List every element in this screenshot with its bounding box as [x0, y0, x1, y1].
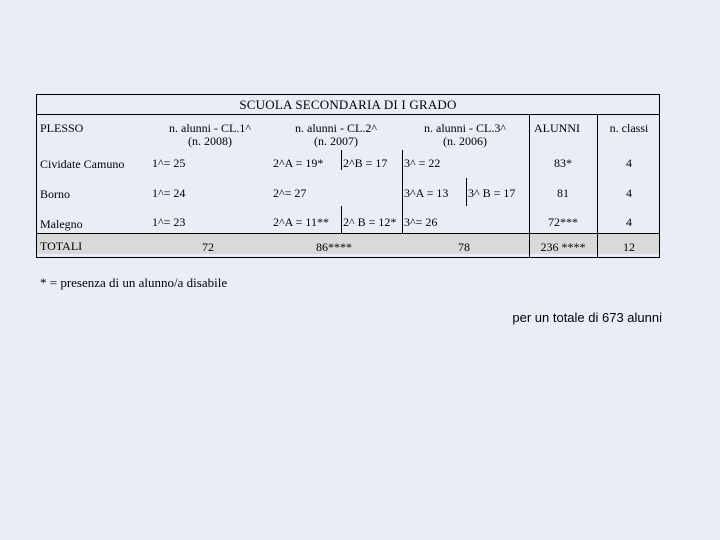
header-cl2 — [272, 122, 400, 148]
row-plesso: Cividate Camuno — [40, 157, 125, 171]
row-plesso: Borno — [40, 187, 70, 201]
row-plesso: Malegno — [40, 217, 83, 231]
row-classi: 4 — [626, 156, 632, 170]
totals-cl2: 86**** — [316, 240, 352, 254]
header-cl2-label: n. alunni - CL.2^ — [295, 121, 377, 135]
school-table — [36, 94, 660, 258]
row-cl2a: 2^A = 19* — [273, 156, 324, 170]
header-cl3 — [402, 122, 528, 148]
totals-classi: 12 — [623, 240, 635, 254]
table-title: SCUOLA SECONDARIA DI I GRADO — [239, 97, 457, 112]
header-alunni: ALUNNI — [534, 121, 580, 135]
total-students-summary: per un totale di 673 alunni — [512, 310, 662, 325]
row-cl3a: 3^A = 13 — [404, 186, 449, 200]
row-cl1: 1^= 25 — [152, 156, 186, 170]
row-classi: 4 — [626, 215, 632, 229]
row-cl1: 1^= 23 — [152, 215, 186, 229]
row-cl3a: 3^ = 22 — [404, 156, 441, 170]
header-cl3-label: n. alunni - CL.3^ — [424, 121, 506, 135]
row-classi: 4 — [626, 186, 632, 200]
header-cl1 — [150, 122, 270, 148]
row-cl2a: 2^= 27 — [273, 186, 307, 200]
header-classi: n. classi — [609, 121, 649, 135]
footnote: * = presenza di un alunno/a disabile — [40, 275, 228, 290]
totals-cl3: 78 — [458, 240, 470, 254]
header-cl3-year: (n. 2006) — [443, 134, 487, 148]
totals-label: TOTALI — [40, 239, 83, 253]
row-cl2b: 2^B = 17 — [343, 156, 388, 170]
row-cl3a: 3^= 26 — [404, 215, 438, 229]
row-cl2a: 2^A = 11** — [273, 215, 329, 229]
row-alunni: 81 — [557, 186, 569, 200]
header-cl1-label: n. alunni - CL.1^ — [169, 121, 251, 135]
row-alunni: 72*** — [548, 215, 578, 229]
header-plesso: PLESSO — [40, 121, 84, 135]
row-cl2b: 2^ B = 12* — [343, 215, 397, 229]
row-cl3b: 3^ B = 17 — [468, 186, 516, 200]
header-cl2-year: (n. 2007) — [314, 134, 358, 148]
header-cl1-year: (n. 2008) — [188, 134, 232, 148]
totals-alunni: 236 **** — [540, 240, 586, 254]
row-cl1: 1^= 24 — [152, 186, 186, 200]
totals-cl1: 72 — [202, 240, 214, 254]
row-alunni: 83* — [554, 156, 572, 170]
